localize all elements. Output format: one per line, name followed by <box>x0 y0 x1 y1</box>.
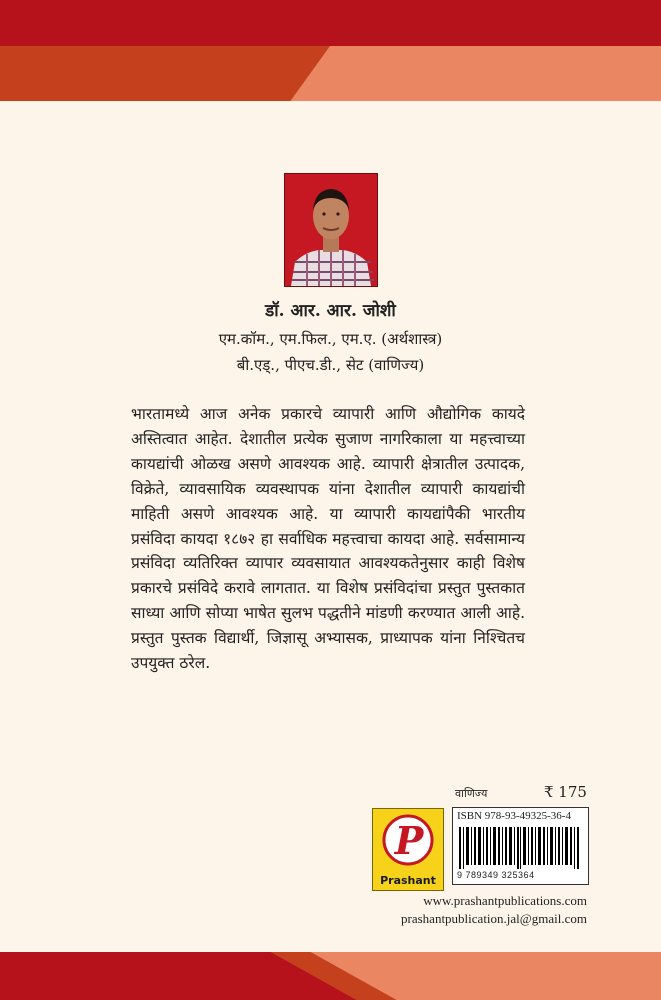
publisher-logo <box>372 808 444 891</box>
barcode-bars-icon <box>459 827 583 869</box>
top-dark-stripe <box>0 46 330 101</box>
isbn-number: ISBN 978-93-49325-36-4 <box>457 810 571 822</box>
isbn-barcode <box>452 807 589 885</box>
book-description: भारतामध्ये आज अनेक प्रकारचे व्यापारी आणि औद्योगिक कायदे अस्तित्वात आहेत. देशातील प्रत्येक सुजाण नागरिकाला या महत्त्वाच्या कायद्यांची ओळख असणे आवश्यक आहे. व्यापारी क्षेत्रातील उत्पादक, विक्रेते, व्यावसायिक व्यवस्थापक यांना देशातील व्यापारी कायद्यांची माहिती असणे आवश्यक आहे. या व्यापारी कायद्यांपैकी भारतीय प्रसंविदा कायदा १८७२ हा सर्वाधिक महत्त्वाचा कायदा आहे. सर्वसामान्य प्रसंविदा व्यतिरिक्त व्यापार व्यवसायात आवश्यकतेनुसार काही विशेष प्रकारचे प्रसंविदे करावे लागतात. या विशेष प्रसंविदांचा प्रस्तुत पुस्तकात साध्या आणि सोप्या भाषेत सुलभ पद्धतीने मांडणी करण्यात आली आहे. प्रस्तुत पुस्तक विद्यार्थी, जिज्ञासू अभ्यासक, प्राध्यापक यांना निश्चितच उपयुक्त ठरेल. <box>131 405 525 673</box>
author-qualifications-2: बी.एड्., पीएच.डी., सेट (वाणिज्य) <box>236 356 425 374</box>
publisher-website: www.prashantpublications.com <box>423 893 587 908</box>
publisher-logo-mark-icon <box>382 814 434 866</box>
publisher-logo-letter: P <box>394 818 424 863</box>
author-name: डॉ. आर. आर. जोशी <box>265 301 396 321</box>
publisher-email: prashantpublication.jal@gmail.com <box>401 911 587 926</box>
price-label: ₹ 175 <box>544 783 587 801</box>
top-red-band <box>0 0 661 46</box>
subject-label: वाणिज्य <box>455 787 488 800</box>
author-qualifications-1: एम.कॉम., एम.फिल., एम.ए. (अर्थशास्त्र) <box>218 330 443 348</box>
author-photo <box>284 173 378 287</box>
publisher-logo-name: Prashant <box>380 874 436 887</box>
barcode-digits: 9 789349 325364 <box>457 870 535 880</box>
